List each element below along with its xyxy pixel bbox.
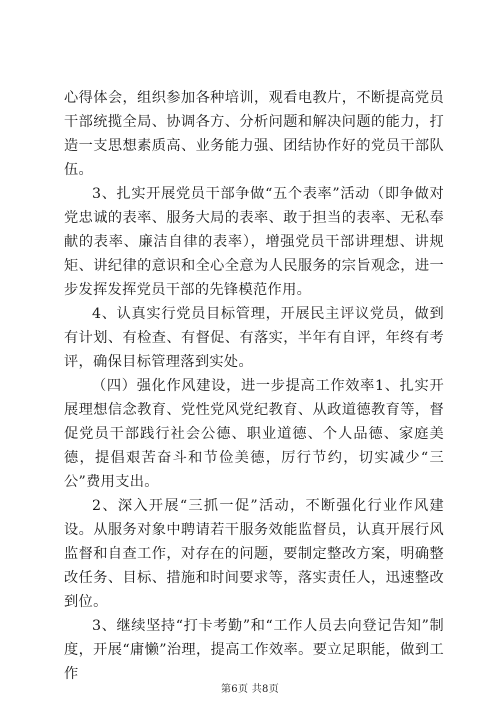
paragraph-item-3-attendance: 3、继续坚持“打卡考勤”和“工作人员去向登记告知”制度，开展“庸懒”治理，提高工作效率。要立足职能，做到工作 — [64, 618, 444, 682]
document-body — [64, 86, 444, 686]
paragraph-section-4-work-style: （四）强化作风建设，进一步提高工作效率1、扎实开展理想信念教育、党性党风党纪教育、从政道德教育等，督促党员干部践行社会公德、职业道德、个人品德、家庭美德，提倡艰苦奋斗和节俭美德，厉行节约，切实减少“三公”费用支出。 — [64, 378, 444, 490]
paragraph-item-4-target-management: 4、认真实行党员目标管理，开展民主评议党员，做到有计划、有检查、有督促、有落实，半年有自评，年终有考评，确保目标管理落到实处。 — [64, 306, 444, 370]
paragraph-item-3-five-exemplars: 3、扎实开展党员干部争做“五个表率”活动（即争做对党忠诚的表率、服务大局的表率、敢于担当的表率、无私奉献的表率、廉洁自律的表率），增强党员干部讲理想、讲规矩、讲纪律的意识和全心全意为人民服务的宗旨观念，进一步发挥发挥党员干部的先锋模范作用。 — [64, 186, 444, 298]
page-number-footer: 第6页 共8页 — [220, 684, 279, 695]
paragraph-continuation: 心得体会，组织参加各种培训，观看电教片，不断提高党员干部统揽全局、协调各方、分析问题和解决问题的能力，打造一支思想素质高、业务能力强、团结协作好的党员干部队伍。 — [64, 90, 444, 178]
paragraph-item-2-three-grasp-one-promote: 2、深入开展“三抓一促”活动，不断强化行业作风建设。从服务对象中聘请若干服务效能监督员，认真开展行风监督和自查工作，对存在的问题，要制定整改方案，明确整改任务、目标、措施和时间要求等，落实责任人，迅速整改到位。 — [64, 498, 444, 610]
